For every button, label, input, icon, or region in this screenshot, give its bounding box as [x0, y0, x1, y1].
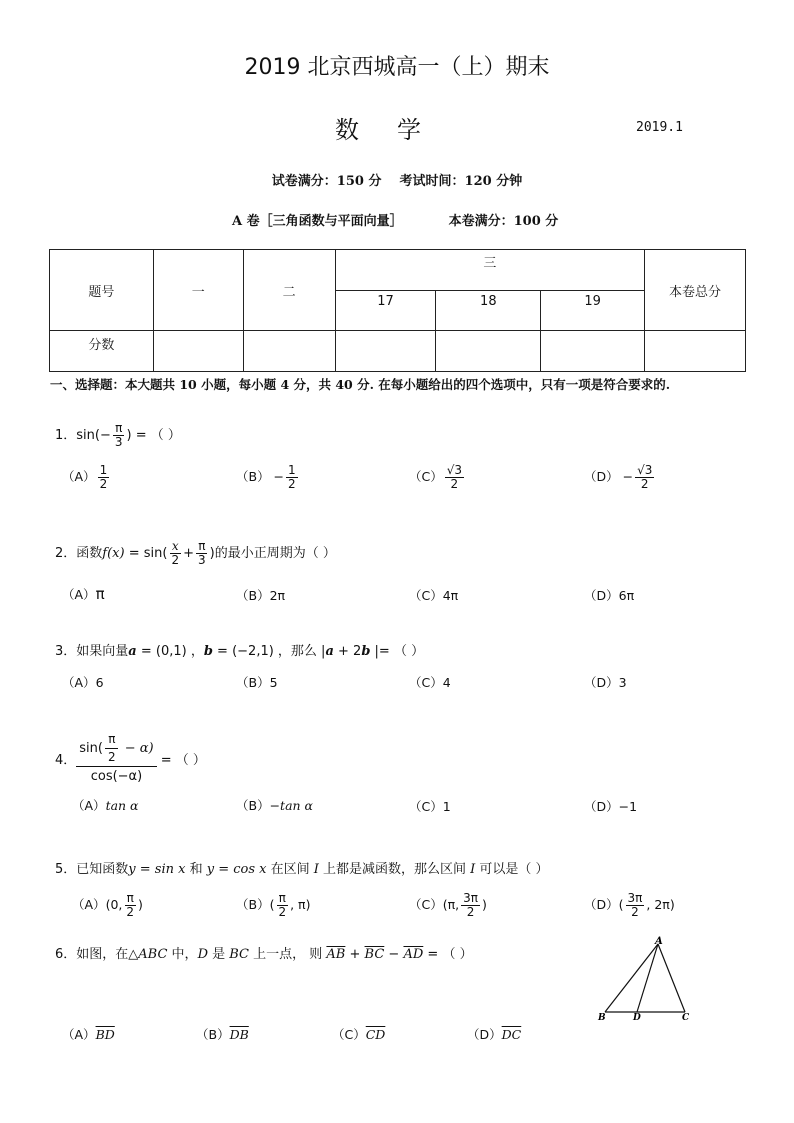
- q3-option-a: （A）6: [62, 675, 104, 690]
- q1-option-c: （C） $\frac{√3}{2}$: [409, 463, 463, 491]
- point-d-label: D: [633, 1013, 641, 1020]
- header-part-three: 三: [335, 250, 645, 291]
- q5-option-b: （B）( $\frac{\pi}{2}$ , π): [236, 891, 311, 919]
- q4-option-d: （D）−1: [584, 799, 638, 814]
- header-question-number: 题号: [50, 250, 154, 331]
- q4-option-b: （B）−tan α: [236, 798, 313, 813]
- score-cell-18: [436, 331, 541, 372]
- q6-option-a: $(A)\overline{BD}$: [62, 1027, 115, 1042]
- q4-option-a: （A）tan α: [72, 798, 139, 813]
- q2-option-d: （D）6π: [584, 588, 635, 603]
- volume-a-line: [232, 210, 558, 229]
- header-part-one: 一: [153, 250, 243, 331]
- row-score-label: 分数: [50, 331, 154, 372]
- volume-a-score: 本卷满分：100 分: [448, 214, 559, 229]
- question-6: 6．如图，在△ABC 中，D 是 BC 上一点， 则 $\overline{AB} + \overline{BC} - \overline{AD}$ = （ ）: [55, 947, 473, 962]
- q4-fraction: sin( $\frac{\pi}{2}$ − α) cos(−α): [76, 733, 156, 784]
- side-ab: [605, 944, 658, 1012]
- exam-date: 2019.1: [636, 120, 683, 135]
- question-2: 2．函数f(x) = sin( $\frac{x}{2}$ + $\frac{\pi}{3}$ )的最小正周期为（ ）: [55, 539, 336, 567]
- q2-option-b: （B）2π: [236, 588, 286, 603]
- q2-option-a: （A）π: [62, 585, 105, 603]
- score-cell-two: [243, 331, 335, 372]
- header-part-two: 二: [243, 250, 335, 331]
- score-cell-19: [541, 331, 645, 372]
- question-5: 5．已知函数y = sin x 和 y = cos x 在区间 I 上都是减函数，那么区间 I 可以是（ ）: [55, 862, 549, 877]
- q1-option-d: （D） − $\frac{√3}{2}$: [584, 463, 653, 491]
- q6-option-b: $(B)\overline{DB}$: [196, 1027, 249, 1042]
- volume-a-title: A 卷［三角函数与平面向量］: [232, 214, 403, 229]
- vertex-b-label: B: [598, 1013, 606, 1020]
- q3-option-d: （D）3: [584, 675, 627, 690]
- q6-option-c: $(C)\overline{CD}$: [332, 1027, 386, 1042]
- q1-option-a: （A） $\frac{1}{2}$: [62, 463, 108, 491]
- score-cell-17: [335, 331, 436, 372]
- score-cell-one: [153, 331, 243, 372]
- question-4: 4． sin( $\frac{\pi}{2}$ − α) cos(−α) = （ ）: [55, 732, 206, 784]
- subject-title: 数学: [335, 116, 459, 144]
- q6-option-d: $(D)\overline{DC}$: [467, 1027, 522, 1042]
- q2-option-c: （C）4π: [409, 588, 459, 603]
- question-1: 1．sin(− $\frac{\pi}{3}$ ) = （ ）: [55, 421, 181, 449]
- score-cell-total: [645, 331, 746, 372]
- q1-option-b: （B） − $\frac{1}{2}$: [236, 463, 296, 491]
- header-q19: 19: [541, 291, 645, 331]
- side-ac: [658, 944, 685, 1012]
- frac-pi-3: $\frac{\pi}{3}$: [114, 421, 123, 449]
- q3-option-c: （C）4: [409, 675, 451, 690]
- question-3: 3．如果向量a = (0,1) ，b = (−2,1) ，那么 |a + 2b |= （ ）: [55, 644, 425, 659]
- vertex-a-label: A: [655, 936, 663, 947]
- q5-option-c: （C）(π, $\frac{3\pi}{2}$ ): [409, 891, 487, 919]
- vertex-c-label: C: [682, 1013, 690, 1020]
- document-title: 2019 北京西城高一（上）期末: [244, 55, 550, 80]
- segment-ad: [637, 944, 658, 1012]
- header-total: 本卷总分: [645, 250, 746, 331]
- q5-option-a: （A）(0, $\frac{\pi}{2}$ ): [72, 891, 143, 919]
- q4-option-c: （C）1: [409, 799, 451, 814]
- score-table: [49, 249, 746, 372]
- header-q18: 18: [436, 291, 541, 331]
- q5-option-d: （D）( $\frac{3\pi}{2}$ , 2π): [584, 891, 675, 919]
- q3-option-b: （B）5: [236, 675, 278, 690]
- exam-info: 试卷满分：150 分 考试时间：120 分钟: [271, 174, 523, 189]
- header-q17: 17: [335, 291, 436, 331]
- section-heading: 一、选择题：本大题共 10 小题，每小题 4 分，共 40 分. 在每小题给出的四个选项中，只有一项是符合要求的.: [50, 377, 671, 392]
- triangle-figure: [592, 934, 702, 1020]
